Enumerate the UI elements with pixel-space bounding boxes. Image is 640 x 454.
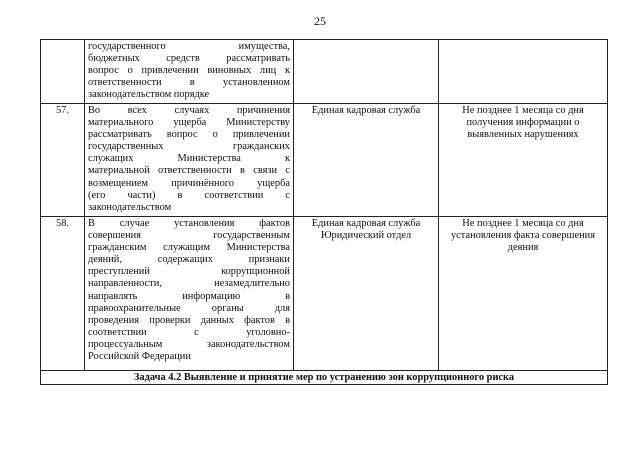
executor-line: Юридический отдел (320, 230, 412, 242)
executor-cell (294, 104, 439, 217)
measure-line: служащих Министерства к (88, 153, 290, 165)
measure-line: законодательством порядке (88, 89, 210, 101)
deadline-line: деяния (507, 242, 539, 254)
measure-line: законодательством (88, 201, 172, 213)
task-heading-row (41, 371, 608, 385)
measure-line: Во всех случаях причинения (88, 105, 290, 116)
table-row-continuation (41, 40, 608, 104)
measure-line: В случае установления фактов (88, 218, 290, 229)
measures-table (40, 39, 608, 385)
row-number-cell: 57. (41, 104, 85, 217)
measure-line: материального ущерба Министерству (88, 117, 290, 129)
page-number: 25 (314, 14, 326, 28)
measure-line: государственных гражданских (88, 141, 290, 153)
measure-line: соответствии с уголовно- (88, 326, 290, 338)
measure-line: правоохранительные органы для (88, 302, 290, 314)
executor-cell (294, 40, 439, 104)
measure-line: гражданским служащим Министерства (88, 242, 290, 254)
measure-line: государственного имущества, (88, 41, 290, 52)
deadline-cell (439, 40, 608, 104)
measure-line: совершения государственным (88, 230, 290, 242)
measure-line: процессуальным законодательством (88, 338, 290, 350)
measure-line: бюджетных средств рассматривать (88, 53, 290, 65)
table-row (41, 217, 608, 371)
table-row (41, 104, 608, 217)
executor-cell (294, 217, 439, 371)
task-heading: Задача 4.2 Выявление и принятие мер по устранению зон коррупционного риска (41, 371, 608, 385)
measure-line: направленности, незамедлительно (88, 278, 290, 290)
executor-line: Единая кадровая служба (311, 105, 421, 116)
measure-cell (85, 217, 294, 371)
measure-line: ответственности в установленном (88, 77, 290, 89)
deadline-line: Не позднее 1 месяца со дня (462, 105, 584, 116)
measure-line: преступлений коррупционной (88, 266, 290, 278)
measure-line: возмещением причинённого ущерба (88, 177, 290, 189)
measure-line: рассматривать вопрос о привлечении (88, 129, 290, 141)
measure-line: направлять информацию в (88, 290, 290, 302)
deadline-line: выявленных нарушениях (467, 129, 579, 141)
measure-line: материальной ответственности в связи с (88, 165, 290, 177)
row-number-cell (41, 40, 85, 104)
executor-line: Единая кадровая служба (311, 218, 421, 229)
measure-line: проведения проверки данных фактов в (88, 314, 290, 326)
row-number-cell: 58. (41, 217, 85, 371)
deadline-line: установления факта совершения (450, 230, 595, 242)
deadline-cell (439, 104, 608, 217)
measure-cell (85, 104, 294, 217)
measure-cell (85, 40, 294, 104)
measure-line: деяний, содержащих признаки (88, 254, 290, 266)
measure-line: Российской Федерации (88, 351, 191, 363)
measure-line: вопрос о привлечении виновных лиц к (88, 65, 290, 77)
measure-line: (его части) в соответствии с (88, 189, 290, 201)
deadline-line: получения информации о (466, 117, 580, 129)
deadline-line: Не позднее 1 месяца со дня (462, 218, 584, 229)
deadline-cell (439, 217, 608, 371)
